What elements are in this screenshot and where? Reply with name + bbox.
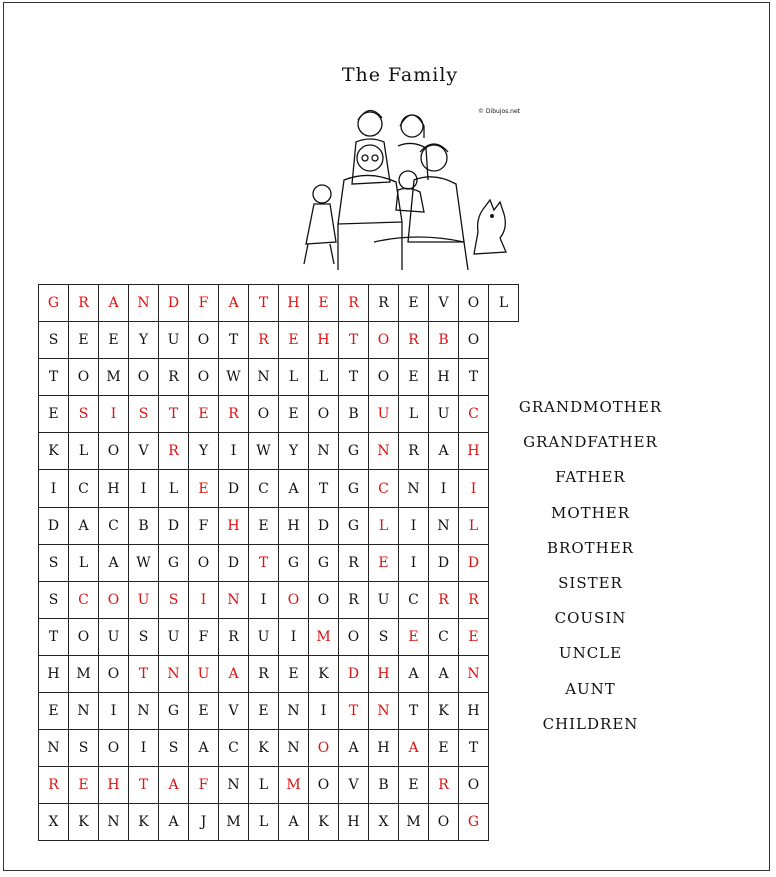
grid-cell: E (69, 322, 99, 359)
grid-cell: E (189, 470, 219, 507)
grid-cell: O (99, 433, 129, 470)
grid-cell: H (279, 285, 309, 322)
grid-cell: J (189, 804, 219, 841)
grid-cell: I (129, 730, 159, 767)
grid-cell: H (459, 693, 489, 730)
word-list-item: CHILDREN (542, 714, 639, 733)
grid-cell: A (219, 655, 249, 692)
grid-cell: S (69, 396, 99, 433)
grid-cell: X (39, 804, 69, 841)
grid-cell: L (249, 767, 279, 804)
grid-row (39, 544, 519, 581)
grid-cell: D (459, 544, 489, 581)
grid-cell: N (309, 433, 339, 470)
grid-cell: O (429, 804, 459, 841)
word-list-item: BROTHER (547, 538, 634, 557)
grid-cell: H (459, 433, 489, 470)
grid-cell: B (339, 396, 369, 433)
grid-row (39, 767, 519, 804)
grid-cell: T (339, 322, 369, 359)
grid-row (39, 804, 519, 841)
grid-cell: T (39, 359, 69, 396)
grid-cell: I (459, 470, 489, 507)
grid-cell: L (69, 433, 99, 470)
grid-cell: A (189, 730, 219, 767)
grid-row (39, 655, 519, 692)
grid-cell: S (39, 581, 69, 618)
grid-cell: E (399, 618, 429, 655)
grid-cell: A (279, 470, 309, 507)
grid-cell: L (69, 544, 99, 581)
grid-cell: U (159, 618, 189, 655)
grid-cell: F (189, 618, 219, 655)
grid-cell: G (159, 544, 189, 581)
grid-cell: R (459, 581, 489, 618)
grid-cell: O (309, 581, 339, 618)
grid-row (39, 285, 519, 322)
grid-cell: N (459, 655, 489, 692)
grid-cell: E (189, 693, 219, 730)
grid-cell: D (219, 470, 249, 507)
grid-cell: R (159, 359, 189, 396)
grid-cell: G (279, 544, 309, 581)
grid-cell: F (189, 767, 219, 804)
grid-row (39, 507, 519, 544)
grid-cell: G (339, 507, 369, 544)
grid-cell: R (249, 655, 279, 692)
grid-cell: G (159, 693, 189, 730)
page-title: The Family (341, 64, 459, 86)
grid-cell: K (69, 804, 99, 841)
grid-cell: I (189, 581, 219, 618)
grid-cell: A (429, 655, 459, 692)
grid-cell: H (369, 730, 399, 767)
grid-row (39, 396, 519, 433)
grid-cell: E (249, 507, 279, 544)
grid-cell: T (309, 470, 339, 507)
grid-row (39, 433, 519, 470)
grid-cell: R (339, 285, 369, 322)
grid-cell: T (459, 359, 489, 396)
grid-cell: I (309, 693, 339, 730)
grid-cell: E (399, 285, 429, 322)
grid-cell: O (279, 581, 309, 618)
grid-cell: H (429, 359, 459, 396)
grid-cell: M (279, 767, 309, 804)
grid-cell: M (219, 804, 249, 841)
grid-cell: U (129, 581, 159, 618)
grid-cell: O (69, 359, 99, 396)
grid-cell: E (399, 767, 429, 804)
grid-cell: U (369, 581, 399, 618)
grid-cell: G (39, 285, 69, 322)
grid-cell: S (159, 581, 189, 618)
grid-cell: A (159, 804, 189, 841)
grid-cell: C (99, 507, 129, 544)
grid-cell: D (159, 285, 189, 322)
grid-cell: O (69, 618, 99, 655)
grid-cell: A (99, 544, 129, 581)
grid-cell: L (249, 804, 279, 841)
grid-cell: B (369, 767, 399, 804)
grid-cell: C (69, 581, 99, 618)
grid-cell: O (189, 322, 219, 359)
word-list-item: SISTER (558, 573, 623, 592)
grid-cell: X (369, 804, 399, 841)
word-list-item: AUNT (565, 679, 616, 698)
grid-cell: E (399, 359, 429, 396)
grid-cell: N (369, 433, 399, 470)
grid-cell: T (249, 285, 279, 322)
grid-cell: D (159, 507, 189, 544)
grid-cell: U (369, 396, 399, 433)
word-list-item: MOTHER (551, 503, 630, 522)
grid-cell: H (219, 507, 249, 544)
grid-cell: I (429, 470, 459, 507)
grid-row (39, 470, 519, 507)
grid-cell: N (279, 730, 309, 767)
grid-cell: I (99, 396, 129, 433)
grid-cell: L (279, 359, 309, 396)
grid-cell: K (309, 655, 339, 692)
grid-cell: R (219, 618, 249, 655)
grid-cell: I (129, 470, 159, 507)
grid-cell: N (99, 804, 129, 841)
grid-cell: G (339, 433, 369, 470)
grid-cell: C (399, 581, 429, 618)
grid-cell: E (459, 618, 489, 655)
grid-cell: D (309, 507, 339, 544)
grid-cell: W (129, 544, 159, 581)
grid-cell: H (369, 655, 399, 692)
grid-row (39, 322, 519, 359)
grid-cell: N (219, 581, 249, 618)
grid-cell: H (309, 322, 339, 359)
grid-cell: R (339, 544, 369, 581)
grid-cell: I (249, 581, 279, 618)
grid-cell: V (219, 693, 249, 730)
grid-row (39, 359, 519, 396)
grid-cell: O (249, 396, 279, 433)
grid-row (39, 581, 519, 618)
grid-cell: B (429, 322, 459, 359)
grid-cell: O (309, 730, 339, 767)
word-list-item: GRANDFATHER (523, 433, 658, 452)
grid-cell: I (39, 470, 69, 507)
grid-cell: O (309, 767, 339, 804)
grid-cell: E (39, 693, 69, 730)
grid-row (39, 618, 519, 655)
grid-cell: D (429, 544, 459, 581)
grid-cell: C (429, 618, 459, 655)
grid-cell: E (99, 322, 129, 359)
word-list-item: GRANDMOTHER (518, 398, 663, 416)
grid-cell: N (69, 693, 99, 730)
family-illustration (278, 92, 528, 270)
grid-cell: A (399, 655, 429, 692)
grid-cell: E (69, 767, 99, 804)
grid-cell: R (39, 767, 69, 804)
grid-cell: C (219, 730, 249, 767)
grid-cell: O (99, 581, 129, 618)
grid-cell: E (249, 693, 279, 730)
grid-cell: Y (189, 433, 219, 470)
grid-cell: E (429, 730, 459, 767)
grid-cell: G (339, 470, 369, 507)
grid-cell: O (309, 396, 339, 433)
grid-cell: N (249, 359, 279, 396)
grid-cell: R (339, 581, 369, 618)
grid-cell: U (159, 322, 189, 359)
grid-cell: A (219, 285, 249, 322)
grid-cell: S (39, 544, 69, 581)
grid-cell: H (279, 507, 309, 544)
grid-cell: H (339, 804, 369, 841)
grid-cell: D (339, 655, 369, 692)
grid-cell: C (459, 396, 489, 433)
grid-cell: L (369, 507, 399, 544)
grid-cell: O (129, 359, 159, 396)
grid-cell: N (129, 693, 159, 730)
grid-cell: S (129, 618, 159, 655)
grid-cell: H (39, 655, 69, 692)
grid-cell: K (129, 804, 159, 841)
grid-cell: M (309, 618, 339, 655)
grid-cell: E (279, 322, 309, 359)
grid-cell: H (99, 767, 129, 804)
grid-cell: F (189, 285, 219, 322)
grid-cell: A (429, 433, 459, 470)
grid-cell: D (39, 507, 69, 544)
grid-cell: E (279, 655, 309, 692)
grid-cell: T (339, 693, 369, 730)
grid-cell: T (129, 767, 159, 804)
grid-cell: A (339, 730, 369, 767)
grid-cell: W (219, 359, 249, 396)
grid-cell: T (159, 396, 189, 433)
grid-cell: F (189, 507, 219, 544)
grid-cell: N (369, 693, 399, 730)
grid-cell: M (99, 359, 129, 396)
grid-cell: N (39, 730, 69, 767)
grid-cell: R (369, 285, 399, 322)
grid-cell: Y (279, 433, 309, 470)
grid-cell: E (189, 396, 219, 433)
grid-cell: K (249, 730, 279, 767)
grid-cell: S (369, 618, 399, 655)
grid-cell: O (459, 285, 489, 322)
grid-cell: R (429, 581, 459, 618)
grid-cell: K (39, 433, 69, 470)
grid-cell: E (369, 544, 399, 581)
grid-cell: C (249, 470, 279, 507)
grid-cell: T (129, 655, 159, 692)
grid-cell: E (279, 396, 309, 433)
grid-cell: S (39, 322, 69, 359)
grid-cell: N (159, 655, 189, 692)
grid-cell: Y (129, 322, 159, 359)
grid-cell: V (339, 767, 369, 804)
grid-cell: U (99, 618, 129, 655)
grid-cell: I (399, 507, 429, 544)
grid-cell: A (399, 730, 429, 767)
grid-cell: O (459, 322, 489, 359)
grid-cell: I (219, 433, 249, 470)
grid-cell: L (459, 507, 489, 544)
grid-cell: L (399, 396, 429, 433)
grid-cell: T (339, 359, 369, 396)
grid-cell: O (99, 655, 129, 692)
grid-cell: A (69, 507, 99, 544)
grid-cell: T (459, 730, 489, 767)
word-list-item: FATHER (555, 468, 626, 487)
grid-cell: C (369, 470, 399, 507)
grid-cell: D (219, 544, 249, 581)
grid-cell: S (69, 730, 99, 767)
grid-cell: M (399, 804, 429, 841)
grid-cell: R (159, 433, 189, 470)
grid-cell: V (129, 433, 159, 470)
grid-cell: L (489, 285, 519, 322)
grid-cell: N (279, 693, 309, 730)
grid-cell: O (99, 730, 129, 767)
grid-cell: H (99, 470, 129, 507)
grid-cell: T (399, 693, 429, 730)
grid-cell: N (429, 507, 459, 544)
grid-cell: U (249, 618, 279, 655)
grid-cell: T (219, 322, 249, 359)
grid-row (39, 730, 519, 767)
grid-cell: W (249, 433, 279, 470)
grid-cell: S (129, 396, 159, 433)
grid-cell: O (189, 359, 219, 396)
grid-cell: V (429, 285, 459, 322)
grid-cell: L (309, 359, 339, 396)
grid-cell: O (369, 322, 399, 359)
grid-cell: N (219, 767, 249, 804)
grid-cell: U (429, 396, 459, 433)
grid-cell: O (189, 544, 219, 581)
grid-cell: R (399, 433, 429, 470)
grid-cell: I (99, 693, 129, 730)
grid-cell: O (339, 618, 369, 655)
grid-cell: E (309, 285, 339, 322)
grid-cell: T (249, 544, 279, 581)
grid-cell: G (459, 804, 489, 841)
grid-cell: C (69, 470, 99, 507)
word-list-item: UNCLE (558, 644, 623, 663)
grid-cell: R (219, 396, 249, 433)
grid-cell: A (99, 285, 129, 322)
grid-cell: G (309, 544, 339, 581)
word-list (508, 392, 673, 744)
image-credit: © Dibujos.net (478, 108, 521, 115)
grid-cell: A (159, 767, 189, 804)
grid-cell: U (189, 655, 219, 692)
grid-cell: T (39, 618, 69, 655)
grid-cell: B (129, 507, 159, 544)
grid-cell: O (459, 767, 489, 804)
grid-cell: R (429, 767, 459, 804)
grid-cell: L (159, 470, 189, 507)
grid-cell: R (399, 322, 429, 359)
word-search-grid (38, 284, 519, 841)
grid-cell: N (129, 285, 159, 322)
grid-cell: E (39, 396, 69, 433)
grid-cell: R (69, 285, 99, 322)
grid-cell: K (429, 693, 459, 730)
grid-cell: A (279, 804, 309, 841)
grid-cell: N (399, 470, 429, 507)
grid-cell: R (249, 322, 279, 359)
grid-cell: O (369, 359, 399, 396)
grid-cell: I (399, 544, 429, 581)
grid-cell: K (309, 804, 339, 841)
word-list-item: COUSIN (554, 609, 627, 628)
grid-cell: S (159, 730, 189, 767)
grid-row (39, 693, 519, 730)
grid-cell: M (69, 655, 99, 692)
grid-cell: I (279, 618, 309, 655)
